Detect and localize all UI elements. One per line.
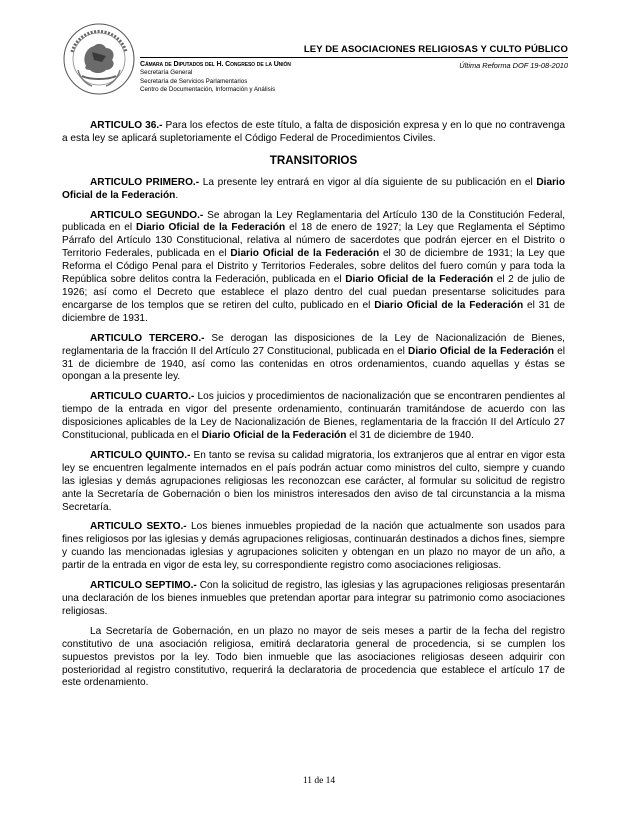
article-text: Los bienes inmuebles propiedad de la nación que actualmente son usados para fines religiosos por las iglesias y demás agrupaciones religiosas, continuarán destinados a dichos fines, siempre y cuando las mencionadas iglesias y agrupaciones soliciten y obtengan en un plazo no mayor de un año, a partir de la entrada en vigor de esta ley, su correspondiente registro como asociaciones religiosas.	[62, 521, 565, 572]
article-text: el 31 de diciembre de 1940.	[346, 430, 474, 442]
header-divider	[140, 57, 568, 58]
article-label: ARTICULO SEPTIMO.-	[90, 580, 197, 592]
eagle-seal-icon	[62, 22, 136, 96]
document-title: LEY DE ASOCIACIONES RELIGIOSAS Y CULTO PÚBLICO	[303, 44, 568, 55]
article-label: ARTICULO PRIMERO.-	[90, 176, 200, 188]
article-text: el 2 de julio de 1926; así como el Decreto que establece el plazo dentro del cual puedan presentarse solicitudes para encargarse de los templos que se retiren del culto, publicado en el	[62, 274, 565, 311]
article-text: En tanto se revisa su calidad migratoria, los extranjeros que al entrar en vigor esta ley se encuentren legalmente internados en el país podrán actuar como ministros del culto, siempre y cuando las iglesias y demás agrupaciones religiosas les reconozcan ese carácter, al formular su solicitud de registro ante la Secretaría de Gobernación o bien los ministros interesados den aviso de tal circunstancia a la misma Secretaría.	[62, 449, 566, 513]
institution-block	[140, 61, 291, 95]
article-36	[62, 120, 565, 146]
article-text: el 31 de diciembre de 1940, así como las contenidas en otros ordenamientos, cuando aquellas y éstas se opongan a la presente ley.	[62, 345, 565, 383]
dof-reference: Diario Oficial de la Federación	[345, 274, 494, 286]
article-text: .	[175, 189, 179, 201]
section-title: TRANSITORIOS	[269, 153, 358, 167]
article-label: ARTICULO 36.-	[90, 120, 163, 131]
article-label: ARTICULO TERCERO.-	[90, 332, 205, 344]
article-cuarto	[62, 391, 565, 443]
institution-line-4: Centro de Documentación, Información y Análisis	[140, 86, 276, 94]
institution-line-3: Secretaría de Servicios Parlamentarios	[140, 77, 248, 85]
dof-reference: Diario Oficial de la Federación	[230, 248, 380, 260]
article-text: Se abrogan la Ley Reglamentaria del Artículo 130 de la Constitución Federal, publicada en el	[62, 209, 565, 234]
article-label: ARTICULO SEXTO.-	[90, 521, 187, 533]
article-text: Con la solicitud de registro, las iglesias y las agrupaciones religiosas presentarán una declaración de los bienes inmuebles que pretendan aportar para integrar su patrimonio como asociaciones religiosas.	[62, 580, 565, 617]
dof-reference: Diario Oficial de la Federación	[62, 176, 565, 201]
mexican-coat-of-arms-seal	[62, 22, 136, 96]
article-text: el 31 de diciembre de 1931.	[62, 299, 565, 324]
article-text: el 18 de enero de 1927; la Ley que Reglamenta el Séptimo Párrafo del Artículo 130 Constitucional, relativa al número de sacerdotes que podrán ejercer en el Distrito o Territorio Federales, publicada en el	[62, 222, 565, 260]
article-text: Los juicios y procedimientos de nacionalización que se encontraren pendientes al tiempo de la entrada en vigor del presente ordenamiento, continuarán tramitándose de acuerdo con las disposiciones aplicables de la Ley de Nacionalización de Bienes, reglamentaria de la fracción II del Artículo 27 Constitucional, publicada en el	[62, 391, 565, 442]
article-tercero	[62, 333, 565, 385]
institution-name: Cámara de Diputados del H. Congreso de la Unión	[140, 61, 291, 68]
page-number: 11 de 14	[302, 776, 336, 786]
last-reform-date: Última Reforma DOF 19-08-2010	[459, 61, 568, 70]
article-septimo	[62, 580, 565, 619]
institution-line-2: Secretaría General	[140, 69, 193, 77]
article-label: ARTICULO CUARTO.-	[90, 391, 195, 403]
dof-reference: Diario Oficial de la Federación	[136, 222, 286, 234]
article-label: ARTICULO SEGUNDO.-	[90, 209, 204, 221]
article-text: Para los efectos de este título, a falta de disposición expresa y en lo que no contravenga a esta ley se aplicará supletoriamente el Código Federal de Procedimientos Civiles.	[62, 120, 565, 144]
article-label: ARTICULO QUINTO.-	[90, 449, 191, 461]
article-text: Se derogan las disposiciones de la Ley de Nacionalización de Bienes, reglamentaria de la fracción II del Artículo 27 Constitucional, publicada en el	[62, 332, 565, 357]
dof-reference: Diario Oficial de la Federación	[374, 299, 524, 311]
article-text: La presente ley entrará en vigor al día siguiente de su publicación en el	[199, 176, 537, 188]
article-quinto	[62, 450, 565, 515]
closing-paragraph: La Secretaría de Gobernación, en un plazo no mayor de seis meses a partir de la fecha del registro constitutivo de una asociación religiosa, emitirá declaratoria general de procedencia, si se cumplen los supuestos previstos por la ley. Todo bien inmueble que las asociaciones religiosas deseen adquirir con posterioridad al registro constitutivo, requerirá la declaratoria de procedencia que establece el artículo 17 de este ordenamiento.	[62, 625, 565, 689]
article-text: el 30 de diciembre de 1931; la Ley que Reforma el Código Penal para el Distrito y Territorios Federales, sobre delitos del fuero común y para toda la República sobre delitos contra la Federación, publicada en el	[62, 248, 565, 286]
article-primero	[62, 177, 565, 203]
article-sexto	[62, 521, 565, 573]
dof-reference: Diario Oficial de la Federación	[408, 345, 555, 357]
article-segundo	[62, 210, 565, 326]
dof-reference: Diario Oficial de la Federación	[201, 430, 347, 442]
document-body	[62, 120, 565, 697]
